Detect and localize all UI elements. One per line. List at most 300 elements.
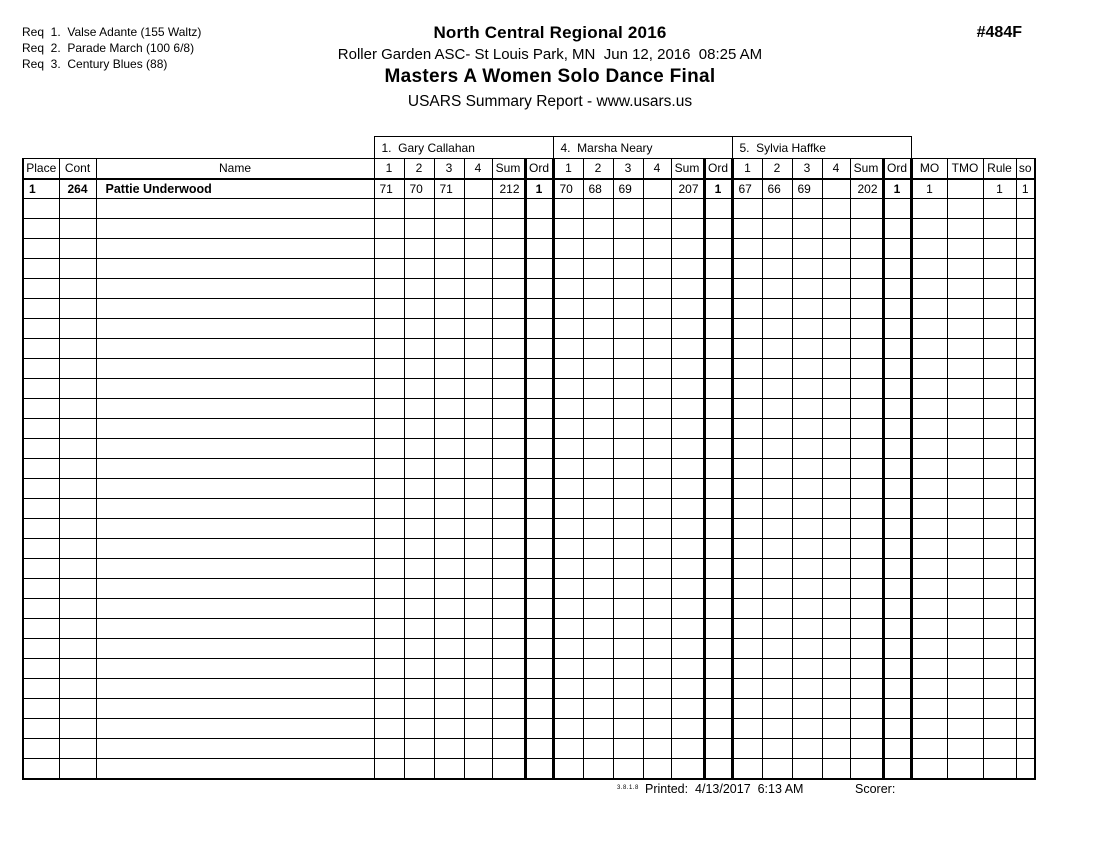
cell-judge1-ord	[525, 339, 553, 359]
cell-judge1-score3	[434, 519, 464, 539]
cell-judge1-ord	[525, 599, 553, 619]
cell-judge2-sum	[671, 519, 704, 539]
cell-judge2-ord	[704, 499, 732, 519]
cell-judge3-sum	[850, 639, 883, 659]
cell-so	[1016, 679, 1035, 699]
empty-row	[23, 439, 1035, 459]
cell-tmo	[947, 259, 983, 279]
cell-judge1-ord: 1	[525, 179, 553, 199]
cell-mo	[911, 279, 947, 299]
cell-judge3-score3	[792, 659, 822, 679]
cell-judge2-sum	[671, 619, 704, 639]
cell-cont	[59, 259, 96, 279]
cell-judge3-score4	[822, 279, 850, 299]
cell-judge1-score3	[434, 719, 464, 739]
cell-judge3-ord	[883, 399, 911, 419]
cell-judge3-score2	[762, 439, 792, 459]
cell-rule	[983, 319, 1016, 339]
cell-judge3-sum	[850, 479, 883, 499]
cell-judge1-score3: 71	[434, 179, 464, 199]
cell-judge1-score2	[404, 739, 434, 759]
cell-place	[23, 539, 59, 559]
cell-judge2-score4	[643, 299, 671, 319]
cell-judge1-score3	[434, 339, 464, 359]
cell-judge2-ord	[704, 479, 732, 499]
cell-judge1-score1	[374, 219, 404, 239]
cell-judge3-score4	[822, 299, 850, 319]
judge-band-row	[23, 137, 1035, 159]
cell-judge3-score3	[792, 259, 822, 279]
cell-judge1-score3	[434, 559, 464, 579]
cell-judge2-score3	[613, 219, 643, 239]
cell-mo	[911, 759, 947, 779]
cell-judge3-ord	[883, 719, 911, 739]
cell-judge2-score2	[583, 239, 613, 259]
empty-row	[23, 419, 1035, 439]
cell-mo	[911, 499, 947, 519]
requirement-line-3: Req 3. Century Blues (88)	[22, 57, 168, 71]
cell-judge3-ord	[883, 379, 911, 399]
cell-judge1-sum	[492, 259, 525, 279]
cell-judge1-score2	[404, 759, 434, 779]
cell-tmo	[947, 719, 983, 739]
cell-judge3-score1	[732, 339, 762, 359]
cell-judge3-ord	[883, 219, 911, 239]
cell-judge3-score4	[822, 559, 850, 579]
cell-judge2-sum	[671, 479, 704, 499]
cell-judge3-score2	[762, 399, 792, 419]
cell-judge2-sum	[671, 299, 704, 319]
cell-judge3-score3	[792, 679, 822, 699]
cell-judge3-score3	[792, 239, 822, 259]
cell-judge1-sum	[492, 559, 525, 579]
cell-judge2-score4	[643, 759, 671, 779]
cell-so	[1016, 439, 1035, 459]
cell-judge2-score2	[583, 719, 613, 739]
cell-so	[1016, 579, 1035, 599]
cell-so	[1016, 259, 1035, 279]
cell-so	[1016, 219, 1035, 239]
header-so: so	[1016, 159, 1035, 179]
cell-judge3-score1	[732, 579, 762, 599]
cell-judge3-ord	[883, 639, 911, 659]
cell-judge1-sum	[492, 379, 525, 399]
cell-judge2-score4	[643, 519, 671, 539]
cell-judge2-score4	[643, 719, 671, 739]
cell-judge2-ord	[704, 759, 732, 779]
cell-judge1-score1	[374, 279, 404, 299]
cell-judge2-sum	[671, 459, 704, 479]
header-place: Place	[23, 159, 59, 179]
cell-cont	[59, 559, 96, 579]
cell-judge2-score4	[643, 419, 671, 439]
cell-judge2-score4	[643, 359, 671, 379]
cell-judge2-ord	[704, 359, 732, 379]
cell-judge2-score4	[643, 199, 671, 219]
header-judge2-ord: Ord	[704, 159, 732, 179]
empty-row	[23, 739, 1035, 759]
cell-judge3-score1	[732, 539, 762, 559]
cell-judge3-score4	[822, 459, 850, 479]
cell-judge2-sum	[671, 359, 704, 379]
cell-mo	[911, 679, 947, 699]
cell-judge2-score4	[643, 219, 671, 239]
cell-judge3-sum	[850, 279, 883, 299]
printed-value: 4/13/2017 6:13 AM	[695, 782, 804, 796]
cell-rule	[983, 579, 1016, 599]
cell-place	[23, 279, 59, 299]
cell-judge1-score1	[374, 639, 404, 659]
cell-so	[1016, 319, 1035, 339]
cell-so	[1016, 459, 1035, 479]
cell-judge2-score4	[643, 559, 671, 579]
cell-judge1-sum	[492, 679, 525, 699]
cell-judge1-score4	[464, 359, 492, 379]
cell-place	[23, 299, 59, 319]
cell-judge3-score2	[762, 679, 792, 699]
cell-so	[1016, 379, 1035, 399]
cell-judge2-score2	[583, 699, 613, 719]
cell-judge1-score3	[434, 759, 464, 779]
cell-judge3-sum	[850, 299, 883, 319]
cell-judge1-sum	[492, 339, 525, 359]
cell-judge1-score1	[374, 739, 404, 759]
cell-judge2-score3	[613, 619, 643, 639]
cell-judge2-score4	[643, 379, 671, 399]
cell-judge1-score3	[434, 299, 464, 319]
cell-judge1-score3	[434, 359, 464, 379]
cell-judge3-score4	[822, 379, 850, 399]
cell-cont	[59, 479, 96, 499]
cell-place: 1	[23, 179, 59, 199]
cell-judge2-score1	[553, 499, 583, 519]
cell-name	[96, 479, 374, 499]
cell-place	[23, 439, 59, 459]
cell-tmo	[947, 659, 983, 679]
cell-judge3-score3	[792, 479, 822, 499]
cell-judge1-score4	[464, 579, 492, 599]
results-table	[22, 136, 1036, 780]
cell-judge3-score3	[792, 519, 822, 539]
cell-judge1-score3	[434, 419, 464, 439]
cell-judge2-sum	[671, 719, 704, 739]
cell-judge2-score4	[643, 279, 671, 299]
cell-judge2-sum	[671, 259, 704, 279]
cell-judge2-score4	[643, 479, 671, 499]
cell-judge2-score4	[643, 619, 671, 639]
cell-judge2-score2	[583, 559, 613, 579]
cell-judge1-score2	[404, 619, 434, 639]
cell-name	[96, 719, 374, 739]
cell-mo	[911, 379, 947, 399]
cell-judge1-score2	[404, 519, 434, 539]
cell-judge1-ord	[525, 659, 553, 679]
cell-judge2-score1	[553, 279, 583, 299]
cell-judge3-sum	[850, 359, 883, 379]
cell-judge1-score4	[464, 479, 492, 499]
cell-judge2-ord	[704, 439, 732, 459]
judge-name-3: 5. Sylvia Haffke	[732, 137, 911, 159]
cell-judge3-score4	[822, 319, 850, 339]
header-judge2-3: 3	[613, 159, 643, 179]
cell-judge2-score3	[613, 279, 643, 299]
header-judge1-4: 4	[464, 159, 492, 179]
cell-judge3-score3	[792, 739, 822, 759]
cell-so	[1016, 599, 1035, 619]
cell-place	[23, 479, 59, 499]
cell-judge3-score4	[822, 399, 850, 419]
cell-judge2-score1: 70	[553, 179, 583, 199]
cell-judge2-score3	[613, 419, 643, 439]
cell-rule	[983, 279, 1016, 299]
cell-judge1-ord	[525, 739, 553, 759]
cell-judge3-score1	[732, 359, 762, 379]
cell-rule	[983, 679, 1016, 699]
cell-tmo	[947, 399, 983, 419]
cell-judge2-ord	[704, 259, 732, 279]
cell-rule	[983, 299, 1016, 319]
cell-judge1-sum	[492, 759, 525, 779]
cell-judge1-score3	[434, 259, 464, 279]
software-version: 3.8.1.8	[617, 785, 639, 791]
cell-mo	[911, 619, 947, 639]
empty-row	[23, 579, 1035, 599]
cell-so	[1016, 399, 1035, 419]
cell-judge2-score3	[613, 639, 643, 659]
cell-judge1-ord	[525, 299, 553, 319]
cell-judge1-ord	[525, 759, 553, 779]
cell-judge3-score3	[792, 639, 822, 659]
cell-judge2-score4	[643, 319, 671, 339]
cell-judge1-score3	[434, 459, 464, 479]
cell-judge2-score3	[613, 719, 643, 739]
cell-judge3-score2	[762, 379, 792, 399]
cell-cont	[59, 239, 96, 259]
cell-judge1-score2	[404, 579, 434, 599]
cell-judge2-score3	[613, 519, 643, 539]
header-judge2-sum: Sum	[671, 159, 704, 179]
cell-judge3-score2	[762, 459, 792, 479]
cell-judge3-score3	[792, 559, 822, 579]
header-name: Name	[96, 159, 374, 179]
cell-name	[96, 399, 374, 419]
cell-cont	[59, 399, 96, 419]
cell-judge2-score4	[643, 499, 671, 519]
cell-judge3-score4	[822, 639, 850, 659]
cell-judge1-score1	[374, 379, 404, 399]
cell-mo	[911, 519, 947, 539]
cell-cont	[59, 219, 96, 239]
cell-judge2-score2	[583, 339, 613, 359]
cell-judge3-score4	[822, 679, 850, 699]
cell-judge3-sum	[850, 759, 883, 779]
cell-so	[1016, 559, 1035, 579]
cell-judge1-ord	[525, 639, 553, 659]
cell-judge2-ord	[704, 559, 732, 579]
cell-judge2-sum	[671, 579, 704, 599]
cell-judge2-score3	[613, 399, 643, 419]
cell-place	[23, 499, 59, 519]
cell-cont	[59, 459, 96, 479]
cell-rule	[983, 519, 1016, 539]
cell-judge2-score1	[553, 719, 583, 739]
cell-judge3-score4	[822, 619, 850, 639]
cell-place	[23, 699, 59, 719]
cell-judge1-score1	[374, 599, 404, 619]
cell-place	[23, 379, 59, 399]
cell-judge2-sum	[671, 679, 704, 699]
cell-judge3-score3	[792, 339, 822, 359]
cell-judge2-score2	[583, 379, 613, 399]
cell-rule	[983, 619, 1016, 639]
cell-judge1-score3	[434, 399, 464, 419]
cell-judge2-score2	[583, 199, 613, 219]
empty-row	[23, 319, 1035, 339]
cell-judge1-score4	[464, 219, 492, 239]
cell-judge2-score3	[613, 299, 643, 319]
cell-mo	[911, 319, 947, 339]
cell-judge3-sum	[850, 659, 883, 679]
cell-name	[96, 499, 374, 519]
cell-judge3-score3	[792, 719, 822, 739]
cell-judge2-sum	[671, 559, 704, 579]
cell-so	[1016, 719, 1035, 739]
cell-so	[1016, 659, 1035, 679]
cell-judge1-score4	[464, 439, 492, 459]
cell-judge3-score3: 69	[792, 179, 822, 199]
cell-judge3-sum	[850, 539, 883, 559]
cell-judge3-score3	[792, 599, 822, 619]
cell-judge2-sum	[671, 219, 704, 239]
cell-judge2-score3	[613, 659, 643, 679]
cell-judge1-score4	[464, 299, 492, 319]
cell-judge2-score4	[643, 699, 671, 719]
cell-judge3-ord	[883, 299, 911, 319]
cell-judge1-score2	[404, 239, 434, 259]
cell-judge3-sum	[850, 319, 883, 339]
cell-judge1-score1	[374, 239, 404, 259]
cell-judge2-score3	[613, 239, 643, 259]
cell-judge3-score3	[792, 299, 822, 319]
cell-judge2-score3	[613, 539, 643, 559]
cell-rule	[983, 339, 1016, 359]
cell-place	[23, 639, 59, 659]
cell-mo	[911, 539, 947, 559]
header-rule: Rule	[983, 159, 1016, 179]
cell-judge3-ord	[883, 519, 911, 539]
cell-judge2-score2	[583, 759, 613, 779]
cell-judge1-score4	[464, 619, 492, 639]
cell-judge3-ord	[883, 619, 911, 639]
cell-so: 1	[1016, 179, 1035, 199]
cell-judge1-score2	[404, 699, 434, 719]
cell-rule	[983, 719, 1016, 739]
cell-name	[96, 559, 374, 579]
cell-rule	[983, 759, 1016, 779]
cell-judge1-score1	[374, 319, 404, 339]
cell-judge2-score2	[583, 639, 613, 659]
cell-judge2-sum	[671, 239, 704, 259]
header-judge2-2: 2	[583, 159, 613, 179]
cell-judge3-ord	[883, 239, 911, 259]
cell-judge2-score4	[643, 179, 671, 199]
cell-judge3-sum	[850, 219, 883, 239]
cell-judge3-score3	[792, 359, 822, 379]
cell-judge3-score1	[732, 559, 762, 579]
cell-judge3-score2	[762, 419, 792, 439]
cell-judge1-sum	[492, 659, 525, 679]
cell-mo	[911, 659, 947, 679]
cell-judge2-score1	[553, 519, 583, 539]
cell-mo	[911, 439, 947, 459]
cell-judge1-score3	[434, 539, 464, 559]
cell-judge3-sum	[850, 459, 883, 479]
cell-tmo	[947, 499, 983, 519]
cell-judge2-score3	[613, 559, 643, 579]
cell-judge2-score4	[643, 399, 671, 419]
cell-judge3-score1	[732, 619, 762, 639]
cell-name	[96, 279, 374, 299]
cell-judge2-ord: 1	[704, 179, 732, 199]
cell-judge3-ord	[883, 279, 911, 299]
header-judge1-1: 1	[374, 159, 404, 179]
cell-rule: 1	[983, 179, 1016, 199]
cell-judge1-score4	[464, 639, 492, 659]
cell-mo	[911, 239, 947, 259]
cell-judge2-score2: 68	[583, 179, 613, 199]
cell-judge1-score1	[374, 259, 404, 279]
header-judge1-sum: Sum	[492, 159, 525, 179]
cell-judge1-sum	[492, 279, 525, 299]
cell-so	[1016, 299, 1035, 319]
cell-name	[96, 439, 374, 459]
cell-judge1-score1	[374, 539, 404, 559]
cell-judge3-sum	[850, 619, 883, 639]
cell-judge2-score1	[553, 539, 583, 559]
cell-judge1-score2	[404, 679, 434, 699]
cell-name	[96, 419, 374, 439]
header-judge1-2: 2	[404, 159, 434, 179]
cell-judge3-sum	[850, 699, 883, 719]
cell-judge3-score1	[732, 519, 762, 539]
cell-judge1-score3	[434, 319, 464, 339]
header-judge3-2: 2	[762, 159, 792, 179]
cell-judge1-score4	[464, 759, 492, 779]
cell-place	[23, 259, 59, 279]
cell-judge2-sum	[671, 439, 704, 459]
header-mo: MO	[911, 159, 947, 179]
empty-row	[23, 619, 1035, 639]
result-row	[23, 179, 1035, 199]
cell-judge2-score2	[583, 479, 613, 499]
cell-judge2-score3	[613, 359, 643, 379]
cell-judge3-score1	[732, 279, 762, 299]
cell-cont	[59, 199, 96, 219]
cell-judge1-score1	[374, 699, 404, 719]
cell-tmo	[947, 319, 983, 339]
cell-judge1-sum	[492, 719, 525, 739]
cell-judge2-score1	[553, 219, 583, 239]
cell-rule	[983, 559, 1016, 579]
empty-row	[23, 339, 1035, 359]
cell-judge1-score3	[434, 199, 464, 219]
scorer-label: Scorer:	[855, 782, 896, 796]
cell-judge1-score3	[434, 679, 464, 699]
cell-name	[96, 599, 374, 619]
cell-judge3-score2	[762, 199, 792, 219]
cell-judge3-score2	[762, 219, 792, 239]
cell-judge1-score2	[404, 439, 434, 459]
